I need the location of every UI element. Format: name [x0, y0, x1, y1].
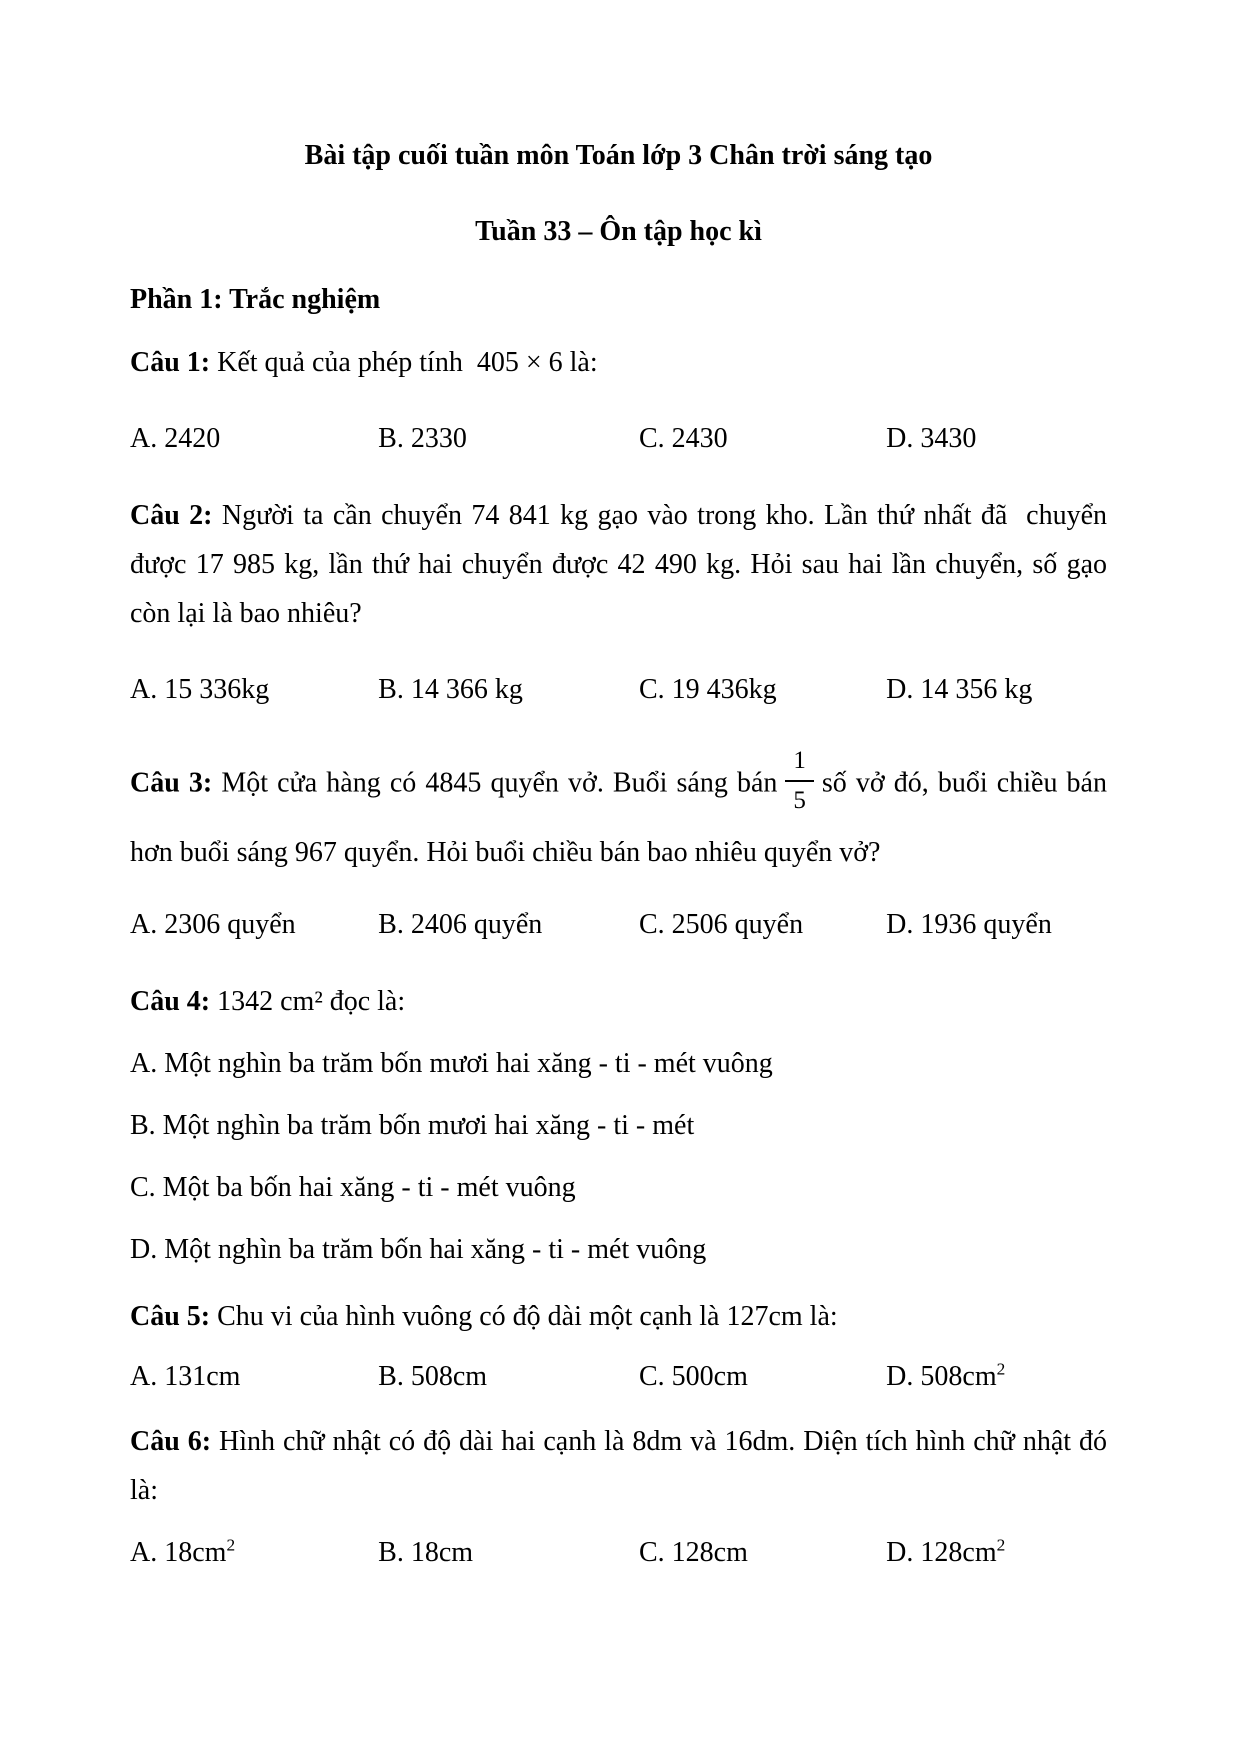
option-c: C. 19 436kg [639, 674, 777, 705]
option-a: A. 2420 [130, 423, 221, 454]
option-b: B. 2330 [378, 423, 467, 454]
question-3 [130, 742, 1107, 949]
question-label: Câu 3: [130, 767, 222, 799]
option-b: B. 14 366 kg [378, 674, 523, 705]
question-text [130, 338, 1107, 387]
options [130, 1040, 1107, 1274]
option-c: C. Một ba bốn hai xăng - ti - mét vuông [130, 1172, 576, 1203]
question-6 [130, 1417, 1107, 1577]
superscript: 2 [996, 1359, 1006, 1379]
fraction [785, 738, 814, 824]
question-label: Câu 1: [130, 347, 218, 378]
page-title: Bài tập cuối tuần môn Toán lớp 3 Chân trời sáng tạo [304, 140, 933, 171]
option-d: D. 14 356 kg [886, 674, 1033, 705]
options [130, 666, 1107, 714]
section-heading: Phần 1: Trắc nghiệm [130, 284, 381, 315]
question-text-segment: Hình chữ nhật có độ dài hai cạnh là 8dm và 16dm. Diện tích hình chữ nhật đó là: [130, 1426, 1107, 1506]
option-c: C. 500cm [639, 1361, 748, 1392]
question-1 [130, 338, 1107, 463]
question-5 [130, 1292, 1107, 1401]
superscript: 2 [226, 1535, 236, 1555]
option-b: B. 508cm [378, 1361, 488, 1392]
question-text-segment: Chu vi của hình vuông có độ dài một cạnh là 127cm là: [217, 1301, 838, 1332]
questions-container [130, 338, 1107, 1577]
question-text-segment: Người ta cần chuyển 74 841 kg gạo vào trong kho. Lần thứ nhất đã chuyển được 17 985 kg, lần thứ hai chuyển được 42 490 kg. Hỏi sau hai lần chuyển, số gạo còn lại là bao nhiêu? [130, 500, 1107, 629]
question-label: Câu 2: [130, 500, 222, 531]
question-text [130, 1417, 1107, 1515]
option-b: B. 18cm [378, 1537, 474, 1568]
question-label: Câu 6: [130, 1426, 220, 1457]
option-d: D. 3430 [886, 423, 977, 454]
option-a: A. Một nghìn ba trăm bốn mươi hai xăng - ti - mét vuông [130, 1048, 773, 1079]
superscript: 2 [996, 1535, 1006, 1555]
question-4 [130, 977, 1107, 1274]
option-b: B. 2406 quyển [378, 909, 543, 940]
question-text [130, 977, 1107, 1026]
question-label: Câu 4: [130, 986, 218, 1017]
question-text-segment: Kết quả của phép tính 405 × 6 là: [217, 347, 598, 378]
question-text [130, 1292, 1107, 1341]
option-c: C. 2430 [639, 423, 728, 454]
option-a: A. 131cm [130, 1361, 241, 1392]
option-b: B. Một nghìn ba trăm bốn mươi hai xăng - ti - mét [130, 1110, 695, 1141]
question-2 [130, 491, 1107, 714]
option-a: A. $18cm^2$ [130, 1535, 236, 1568]
question-text [130, 491, 1107, 638]
option-d: D. 1936 quyển [886, 909, 1052, 940]
question-text-segment: 1342 cm² đọc là: [217, 986, 406, 1017]
fraction-numerator: 1 [785, 742, 814, 782]
fraction-denominator: 5 [793, 787, 806, 814]
page-subtitle: Tuần 33 – Ôn tập học kì [475, 216, 762, 247]
options [130, 901, 1107, 949]
question-text-segment: số vở đó, buổi chiều bán hơn buổi sáng 967 quyển. Hỏi buổi chiều bán bao nhiêu quyển vở? [130, 767, 1107, 868]
option-c: C. 128cm [639, 1537, 748, 1568]
question-label: Câu 5: [130, 1301, 218, 1332]
options [130, 415, 1107, 463]
options [130, 1529, 1107, 1577]
option-c: C. 2506 quyển [639, 909, 804, 940]
question-text [130, 742, 1107, 877]
option-a: A. 15 336kg [130, 674, 270, 705]
options [130, 1353, 1107, 1401]
option-d: D. $128cm^2$ [886, 1535, 1006, 1568]
option-a: A. 2306 quyển [130, 909, 296, 940]
question-text-segment: Một cửa hàng có 4845 quyển vở. Buổi sáng bán [221, 767, 778, 799]
option-d: D. Một nghìn ba trăm bốn hai xăng - ti - mét vuông [130, 1234, 707, 1265]
option-d: D. $508cm^2$ [886, 1359, 1006, 1392]
